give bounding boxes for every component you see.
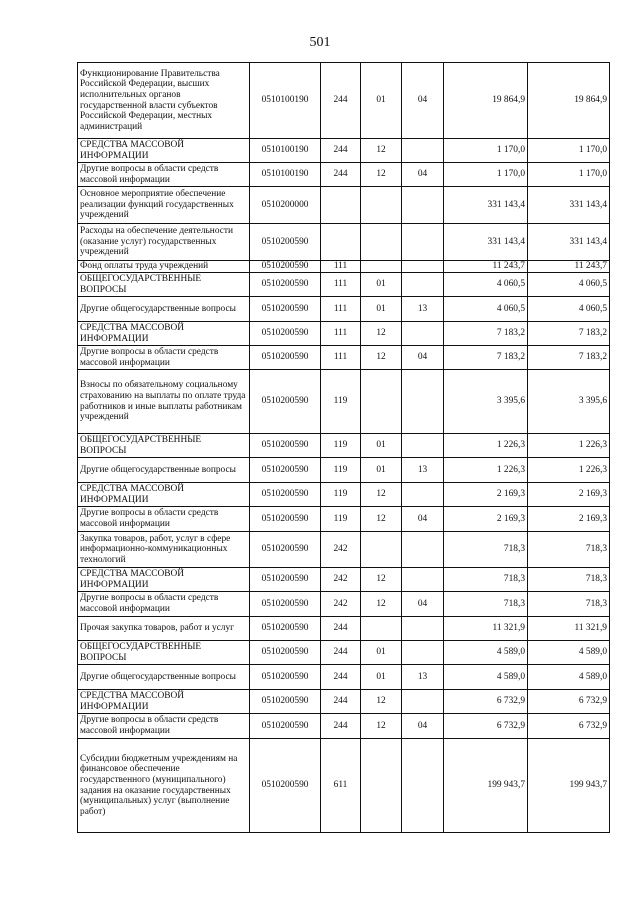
cell-pr: 04 xyxy=(402,63,444,139)
cell-vr: 611 xyxy=(321,739,361,833)
cell-name: Прочая закупка товаров, работ и услуг xyxy=(78,617,250,641)
cell-vr: 244 xyxy=(321,714,361,739)
table-row xyxy=(78,532,610,568)
cell-rz: 12 xyxy=(361,690,402,714)
cell-vr: 244 xyxy=(321,617,361,641)
cell-sum-1: 331 143,4 xyxy=(444,187,528,224)
cell-pr xyxy=(402,370,444,434)
cell-name: ОБЩЕГОСУДАРСТВЕННЫЕ ВОПРОСЫ xyxy=(78,641,250,665)
cell-vr: 244 xyxy=(321,641,361,665)
cell-sum-1: 1 226,3 xyxy=(444,458,528,483)
cell-sum-1: 331 143,4 xyxy=(444,224,528,261)
cell-rz: 12 xyxy=(361,714,402,739)
cell-vr: 119 xyxy=(321,507,361,532)
cell-vr xyxy=(321,224,361,261)
cell-rz: 12 xyxy=(361,592,402,617)
cell-sum-1: 11 321,9 xyxy=(444,617,528,641)
cell-sum-1: 6 732,9 xyxy=(444,714,528,739)
table-row xyxy=(78,224,610,261)
cell-csr: 0510200000 xyxy=(250,187,321,224)
cell-sum-2: 4 589,0 xyxy=(528,665,610,690)
table-row xyxy=(78,641,610,665)
cell-pr xyxy=(402,261,444,273)
table-row xyxy=(78,163,610,187)
cell-vr: 111 xyxy=(321,273,361,297)
cell-csr: 0510200590 xyxy=(250,592,321,617)
cell-pr xyxy=(402,532,444,568)
page-number: 501 xyxy=(309,35,331,50)
cell-sum-2: 1 226,3 xyxy=(528,458,610,483)
cell-sum-2: 4 589,0 xyxy=(528,641,610,665)
cell-name: Другие вопросы в области средств массовой информации xyxy=(78,163,250,187)
cell-csr: 0510200590 xyxy=(250,568,321,592)
cell-name: ОБЩЕГОСУДАРСТВЕННЫЕ ВОПРОСЫ xyxy=(78,273,250,297)
cell-sum-2: 2 169,3 xyxy=(528,483,610,507)
cell-sum-2: 331 143,4 xyxy=(528,187,610,224)
cell-csr: 0510200590 xyxy=(250,690,321,714)
cell-rz: 12 xyxy=(361,163,402,187)
cell-name: Закупка товаров, работ, услуг в сфере информационно-коммуникационных технологий xyxy=(78,532,250,568)
cell-sum-1: 4 589,0 xyxy=(444,641,528,665)
cell-rz xyxy=(361,187,402,224)
cell-vr xyxy=(321,187,361,224)
cell-name: Другие вопросы в области средств массовой информации xyxy=(78,592,250,617)
cell-pr xyxy=(402,483,444,507)
cell-sum-1: 4 060,5 xyxy=(444,297,528,322)
cell-csr: 0510200590 xyxy=(250,458,321,483)
cell-csr: 0510200590 xyxy=(250,665,321,690)
cell-sum-2: 6 732,9 xyxy=(528,714,610,739)
cell-sum-1: 1 170,0 xyxy=(444,139,528,163)
cell-name: ОБЩЕГОСУДАРСТВЕННЫЕ ВОПРОСЫ xyxy=(78,434,250,458)
cell-pr xyxy=(402,322,444,346)
cell-name: СРЕДСТВА МАССОВОЙ ИНФОРМАЦИИ xyxy=(78,690,250,714)
cell-sum-2: 6 732,9 xyxy=(528,690,610,714)
cell-sum-1: 718,3 xyxy=(444,592,528,617)
cell-pr xyxy=(402,641,444,665)
cell-vr: 119 xyxy=(321,434,361,458)
cell-sum-2: 1 226,3 xyxy=(528,434,610,458)
cell-pr: 13 xyxy=(402,297,444,322)
cell-sum-2: 199 943,7 xyxy=(528,739,610,833)
cell-rz: 12 xyxy=(361,139,402,163)
cell-csr: 0510200590 xyxy=(250,370,321,434)
table-row xyxy=(78,568,610,592)
cell-vr: 244 xyxy=(321,690,361,714)
cell-pr xyxy=(402,224,444,261)
cell-name: Другие вопросы в области средств массовой информации xyxy=(78,346,250,370)
cell-sum-2: 11 243,7 xyxy=(528,261,610,273)
table-row xyxy=(78,690,610,714)
cell-sum-2: 19 864,9 xyxy=(528,63,610,139)
cell-sum-2: 11 321,9 xyxy=(528,617,610,641)
cell-pr xyxy=(402,568,444,592)
cell-sum-2: 718,3 xyxy=(528,568,610,592)
table-row xyxy=(78,458,610,483)
cell-pr xyxy=(402,434,444,458)
table-row xyxy=(78,273,610,297)
cell-csr: 0510100190 xyxy=(250,139,321,163)
cell-rz: 01 xyxy=(361,641,402,665)
cell-rz: 12 xyxy=(361,507,402,532)
cell-rz: 01 xyxy=(361,273,402,297)
cell-pr xyxy=(402,739,444,833)
cell-sum-1: 1 226,3 xyxy=(444,434,528,458)
cell-name: Другие вопросы в области средств массовой информации xyxy=(78,507,250,532)
table-row xyxy=(78,322,610,346)
cell-vr: 242 xyxy=(321,532,361,568)
cell-rz xyxy=(361,370,402,434)
cell-pr xyxy=(402,139,444,163)
table-row xyxy=(78,507,610,532)
cell-vr: 244 xyxy=(321,665,361,690)
cell-sum-1: 6 732,9 xyxy=(444,690,528,714)
cell-sum-2: 331 143,4 xyxy=(528,224,610,261)
table-row xyxy=(78,665,610,690)
cell-rz: 01 xyxy=(361,297,402,322)
table-row xyxy=(78,617,610,641)
cell-rz: 01 xyxy=(361,434,402,458)
cell-sum-1: 4 060,5 xyxy=(444,273,528,297)
cell-name: Основное мероприятие обеспечение реализации функций государственных учреждений xyxy=(78,187,250,224)
cell-pr xyxy=(402,617,444,641)
cell-csr: 0510200590 xyxy=(250,434,321,458)
cell-sum-2: 1 170,0 xyxy=(528,163,610,187)
cell-csr: 0510200590 xyxy=(250,714,321,739)
cell-name: Другие вопросы в области средств массовой информации xyxy=(78,714,250,739)
cell-name: Расходы на обеспечение деятельности (оказание услуг) государственных учреждений xyxy=(78,224,250,261)
cell-rz xyxy=(361,224,402,261)
cell-pr: 04 xyxy=(402,507,444,532)
cell-sum-1: 718,3 xyxy=(444,568,528,592)
cell-csr: 0510200590 xyxy=(250,739,321,833)
cell-sum-2: 718,3 xyxy=(528,592,610,617)
cell-rz: 01 xyxy=(361,63,402,139)
cell-vr: 119 xyxy=(321,370,361,434)
cell-sum-1: 7 183,2 xyxy=(444,322,528,346)
cell-rz: 01 xyxy=(361,458,402,483)
cell-csr: 0510100190 xyxy=(250,63,321,139)
cell-csr: 0510200590 xyxy=(250,322,321,346)
cell-sum-1: 1 170,0 xyxy=(444,163,528,187)
cell-csr: 0510200590 xyxy=(250,297,321,322)
cell-sum-2: 4 060,5 xyxy=(528,273,610,297)
cell-sum-2: 7 183,2 xyxy=(528,346,610,370)
cell-sum-1: 7 183,2 xyxy=(444,346,528,370)
cell-vr: 111 xyxy=(321,346,361,370)
budget-table xyxy=(77,62,610,833)
cell-name: Другие общегосударственные вопросы xyxy=(78,458,250,483)
cell-rz: 12 xyxy=(361,568,402,592)
cell-vr: 242 xyxy=(321,592,361,617)
cell-name: СРЕДСТВА МАССОВОЙ ИНФОРМАЦИИ xyxy=(78,568,250,592)
cell-csr: 0510200590 xyxy=(250,641,321,665)
cell-sum-2: 1 170,0 xyxy=(528,139,610,163)
cell-rz: 12 xyxy=(361,346,402,370)
cell-sum-1: 11 243,7 xyxy=(444,261,528,273)
cell-vr: 244 xyxy=(321,63,361,139)
cell-csr: 0510200590 xyxy=(250,507,321,532)
cell-sum-1: 3 395,6 xyxy=(444,370,528,434)
cell-csr: 0510200590 xyxy=(250,224,321,261)
table-row xyxy=(78,592,610,617)
cell-name: СРЕДСТВА МАССОВОЙ ИНФОРМАЦИИ xyxy=(78,139,250,163)
cell-sum-2: 3 395,6 xyxy=(528,370,610,434)
cell-csr: 0510200590 xyxy=(250,261,321,273)
cell-pr: 13 xyxy=(402,458,444,483)
cell-name: Фонд оплаты труда учреждений xyxy=(78,261,250,273)
cell-csr: 0510200590 xyxy=(250,273,321,297)
cell-name: Другие общегосударственные вопросы xyxy=(78,297,250,322)
cell-sum-2: 7 183,2 xyxy=(528,322,610,346)
cell-pr: 04 xyxy=(402,592,444,617)
table-row xyxy=(78,483,610,507)
cell-rz: 12 xyxy=(361,322,402,346)
cell-pr xyxy=(402,273,444,297)
table-row xyxy=(78,139,610,163)
cell-vr: 244 xyxy=(321,139,361,163)
table-row xyxy=(78,187,610,224)
cell-rz xyxy=(361,617,402,641)
cell-csr: 0510200590 xyxy=(250,532,321,568)
cell-sum-1: 718,3 xyxy=(444,532,528,568)
cell-sum-1: 2 169,3 xyxy=(444,507,528,532)
table-row xyxy=(78,297,610,322)
cell-name: СРЕДСТВА МАССОВОЙ ИНФОРМАЦИИ xyxy=(78,322,250,346)
cell-rz xyxy=(361,532,402,568)
cell-vr: 111 xyxy=(321,297,361,322)
table-row xyxy=(78,434,610,458)
cell-csr: 0510200590 xyxy=(250,346,321,370)
cell-pr: 04 xyxy=(402,163,444,187)
cell-rz: 01 xyxy=(361,665,402,690)
table-row xyxy=(78,346,610,370)
cell-pr: 13 xyxy=(402,665,444,690)
cell-vr: 119 xyxy=(321,483,361,507)
cell-sum-2: 4 060,5 xyxy=(528,297,610,322)
cell-pr xyxy=(402,187,444,224)
cell-pr xyxy=(402,690,444,714)
cell-vr: 244 xyxy=(321,163,361,187)
table-row xyxy=(78,739,610,833)
table-row xyxy=(78,714,610,739)
table-row xyxy=(78,261,610,273)
table-row xyxy=(78,63,610,139)
cell-name: СРЕДСТВА МАССОВОЙ ИНФОРМАЦИИ xyxy=(78,483,250,507)
cell-csr: 0510200590 xyxy=(250,617,321,641)
cell-vr: 111 xyxy=(321,322,361,346)
cell-vr: 111 xyxy=(321,261,361,273)
cell-rz xyxy=(361,739,402,833)
cell-pr: 04 xyxy=(402,714,444,739)
cell-pr: 04 xyxy=(402,346,444,370)
cell-name: Другие общегосударственные вопросы xyxy=(78,665,250,690)
cell-name: Субсидии бюджетным учреждениям на финансовое обеспечение государственного (муниципального) задания на оказание государственных (муниципальных) услуг (выполнение работ) xyxy=(78,739,250,833)
cell-rz xyxy=(361,261,402,273)
cell-sum-2: 2 169,3 xyxy=(528,507,610,532)
cell-sum-1: 199 943,7 xyxy=(444,739,528,833)
cell-sum-1: 4 589,0 xyxy=(444,665,528,690)
cell-csr: 0510200590 xyxy=(250,483,321,507)
cell-vr: 119 xyxy=(321,458,361,483)
cell-rz: 12 xyxy=(361,483,402,507)
cell-name: Взносы по обязательному социальному страхованию на выплаты по оплате труда работников и иные выплаты работникам учреждений xyxy=(78,370,250,434)
cell-vr: 242 xyxy=(321,568,361,592)
cell-sum-2: 718,3 xyxy=(528,532,610,568)
cell-name: Функционирование Правительства Российской Федерации, высших исполнительных органов государственной власти субъектов Российской Федерации, местных администраций xyxy=(78,63,250,139)
table-row xyxy=(78,370,610,434)
cell-csr: 0510100190 xyxy=(250,163,321,187)
cell-sum-1: 19 864,9 xyxy=(444,63,528,139)
cell-sum-1: 2 169,3 xyxy=(444,483,528,507)
